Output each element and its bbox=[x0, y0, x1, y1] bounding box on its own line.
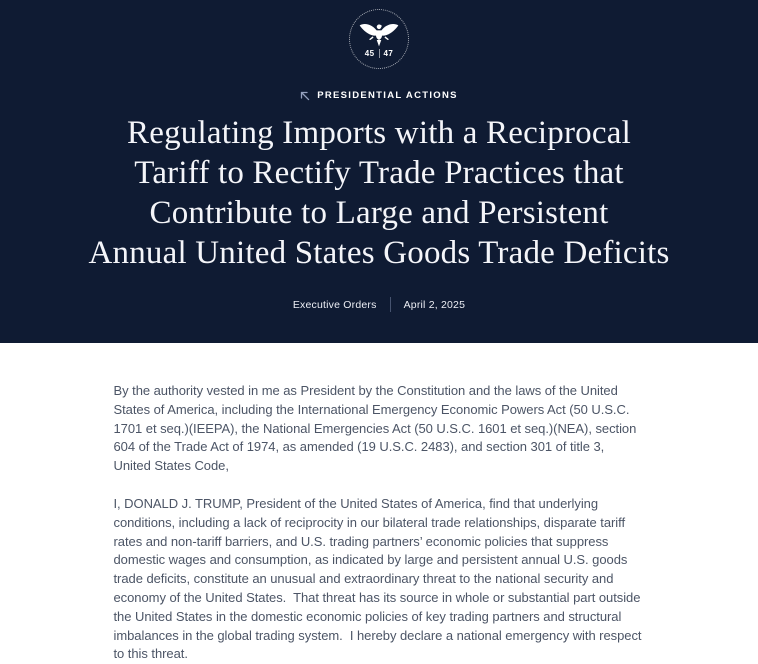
article-content bbox=[114, 382, 645, 664]
arrow-up-left-icon bbox=[300, 91, 310, 101]
article-body bbox=[0, 343, 758, 664]
term-45: 45 bbox=[364, 49, 375, 58]
term-divider bbox=[379, 49, 380, 58]
breadcrumb-label: PRESIDENTIAL ACTIONS bbox=[317, 90, 458, 101]
title-line-3: Contribute to Large and Persistent bbox=[149, 195, 609, 231]
paragraph-authority: By the authority vested in me as President by the Constitution and the laws of the United States of America, including the International Emergency Economic Powers Act (50 U.S.C. 1701 et seq.)(IEEPA), the National Emergencies Act (50 U.S.C. 1601 et seq.)(NEA), section 604 of the Trade Act of 1974, as amended (19 U.S.C. 2483), and section 301 of title 3, United States Code, bbox=[113, 383, 640, 474]
seal-terms bbox=[365, 49, 393, 58]
breadcrumb-presidential-actions[interactable] bbox=[300, 90, 458, 101]
title-line-4: Annual United States Goods Trade Deficits bbox=[88, 235, 670, 271]
title-line-1: Regulating Imports with a Reciprocal bbox=[127, 115, 631, 151]
paragraph-findings: I, DONALD J. TRUMP, President of the United States of America, find that underlying conditions, including a lack of reciprocity in our bilateral trade relationships, disparate tariff rates and non-tariff barriers, and U.S. trading partners’ economic policies that suppress domestic wages and consumption, as indicated by large and persistent annual U.S. goods trade deficits, constitute an unusual and extraordinary threat to the national security and economy of the United States. That threat has its source in whole or substantial part outside the United States in the domestic economic policies of key trading partners and structural imbalances in the global trading system. I hereby declare a national emergency with respect to this threat. bbox=[113, 495, 646, 662]
article-meta bbox=[293, 297, 465, 312]
page-title bbox=[88, 113, 669, 273]
eagle-icon bbox=[359, 22, 399, 48]
meta-divider bbox=[390, 297, 391, 312]
publish-date: April 2, 2025 bbox=[403, 298, 466, 311]
term-47: 47 bbox=[383, 49, 394, 58]
category-link-executive-orders[interactable]: Executive Orders bbox=[292, 298, 377, 311]
title-line-2: Tariff to Rectify Trade Practices that bbox=[134, 155, 624, 191]
white-house-seal-link[interactable] bbox=[349, 9, 409, 69]
